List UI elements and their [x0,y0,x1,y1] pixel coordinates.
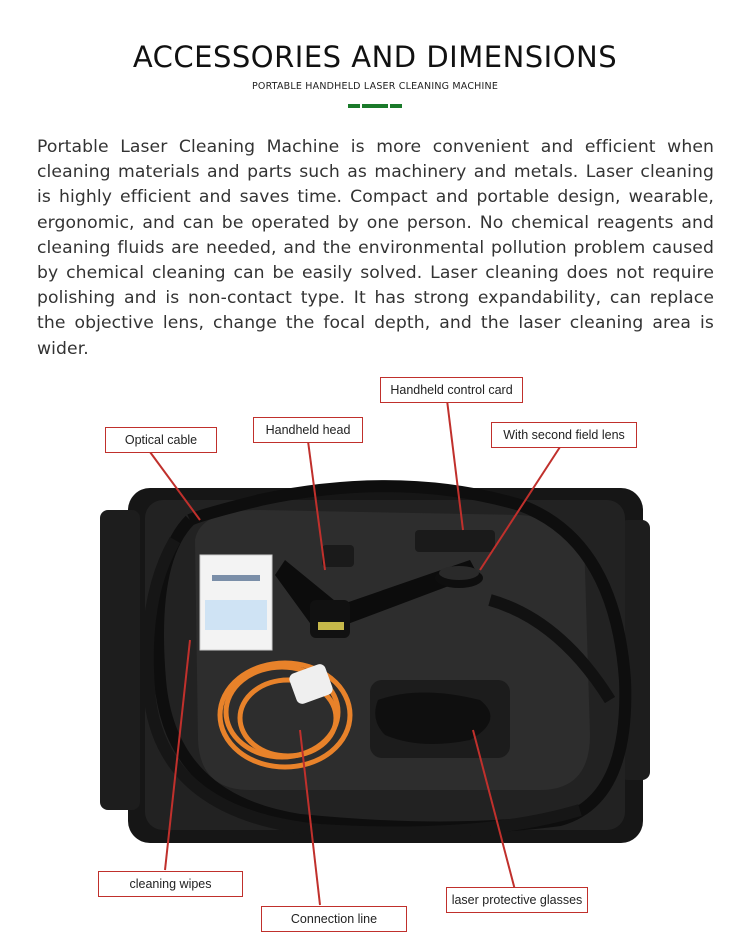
protective-glasses [375,693,490,745]
callout-optical-cable: Optical cable [105,427,217,453]
callout-cleaning-wipes: cleaning wipes [98,871,243,897]
page-subtitle: PORTABLE HANDHELD LASER CLEANING MACHINE [251,81,499,92]
callout-connection-line: Connection line [261,906,407,932]
callout-control-card: Handheld control card [380,377,523,403]
cleaning-wipes-box [200,555,272,650]
field-lens [435,566,483,588]
page-title: ACCESSORIES AND DIMENSIONS [132,40,618,74]
callout-handheld-head: Handheld head [253,417,363,443]
product-photo [0,370,750,943]
callout-field-lens: With second field lens [491,422,637,448]
product-description: Portable Laser Cleaning Machine is more convenient and efficient when cleaning materials and parts such as machinery and metals. Laser cleaning is highly efficient and saves time. Compact and portable design, wearable, ergonomic, and can be operated by one person. No chemical reagents and cleaning fluids are needed, and the environmental pollution problem caused by chemical cleaning can be easily solved. Laser cleaning does not require polishing and is non-contact type. It has strong expandability, can replace the objective lens, change the focal depth, and the laser cleaning area is wider. [37,137,714,359]
title-divider-right [390,104,402,108]
callout-protective-glasses: laser protective glasses [446,887,588,913]
title-divider-left [348,104,360,108]
title-divider-mid [362,104,388,108]
